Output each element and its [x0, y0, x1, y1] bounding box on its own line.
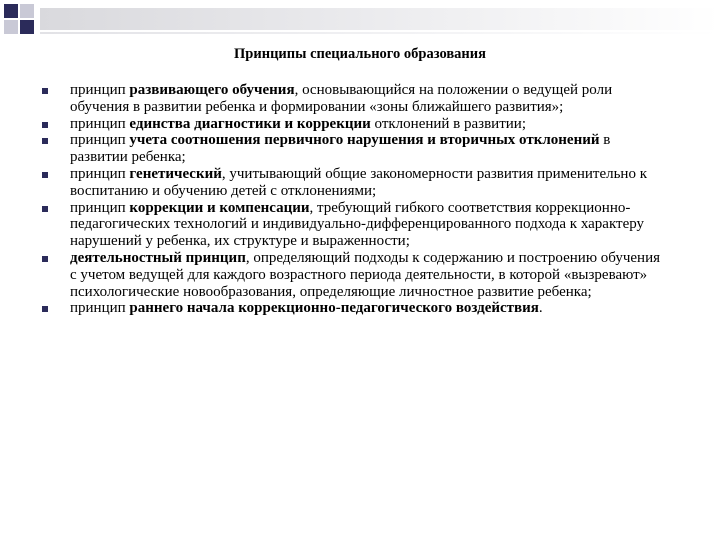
item-text: , основывающийся на положении о ведущей роли обучения в развитии ребенка и формировании «зоны ближайшего развития»;	[70, 82, 613, 115]
item-bold-text: деятельностный принцип	[70, 249, 246, 266]
item-text: , требующий гибкого соответствия коррекционно-педагогических технологий и индивидуально-дифференцированного подхода к характеру нарушений у ребенка, их структуре и выраженности;	[70, 199, 645, 250]
list-item	[40, 116, 660, 133]
item-text: принцип	[70, 165, 130, 182]
item-text: , определяющий подходы к содержанию и построению обучения с учетом ведущей для каждого возрастного периода деятельности, в которой «вызревают» психологические новообразования, определяющие личностное развитие ребенка;	[70, 249, 660, 300]
item-bold-text: коррекции и компенсации	[129, 199, 310, 216]
corner-square-light	[20, 4, 34, 18]
corner-square-light	[4, 20, 18, 34]
bullet-square-icon	[42, 88, 48, 94]
list-item	[40, 250, 660, 300]
item-text: принцип	[70, 199, 130, 216]
item-bold-text: развивающего обучения	[129, 82, 295, 98]
item-text: принцип	[70, 132, 130, 149]
list-item	[40, 200, 660, 250]
bullet-square-icon	[42, 206, 48, 212]
item-text: принцип	[70, 82, 130, 98]
bullet-square-icon	[42, 122, 48, 128]
item-text: принцип	[70, 300, 130, 317]
list-item	[40, 82, 660, 116]
item-text: в развитии ребенка;	[70, 132, 611, 166]
item-bold-text: раннего начала коррекционно-педагогического воздействия	[129, 300, 539, 317]
header-rule	[40, 32, 720, 34]
list-item	[40, 166, 660, 200]
corner-decoration	[0, 0, 720, 40]
item-bold-text: единства диагностики и коррекции	[129, 115, 371, 132]
bullet-square-icon	[42, 172, 48, 178]
bullet-square-icon	[42, 256, 48, 262]
corner-square-dark	[20, 20, 34, 34]
corner-square-dark	[4, 4, 18, 18]
item-text: .	[538, 300, 543, 317]
bullet-square-icon	[42, 306, 48, 312]
list-item	[40, 132, 660, 166]
item-text: принцип	[70, 115, 130, 132]
item-bold-text: генетический	[129, 165, 222, 182]
principles-list	[40, 82, 660, 317]
item-bold-text: учета соотношения первичного нарушения и вторичных отклонений	[129, 132, 600, 149]
list-item	[40, 300, 660, 317]
page-title: Принципы специального образования	[234, 46, 486, 62]
bullet-square-icon	[42, 138, 48, 144]
item-text: отклонений в развитии;	[370, 115, 526, 132]
item-text: , учитывающий общие закономерности развития применительно к воспитанию и обучению детей с отклонениями;	[70, 165, 647, 199]
header-band	[40, 8, 720, 30]
